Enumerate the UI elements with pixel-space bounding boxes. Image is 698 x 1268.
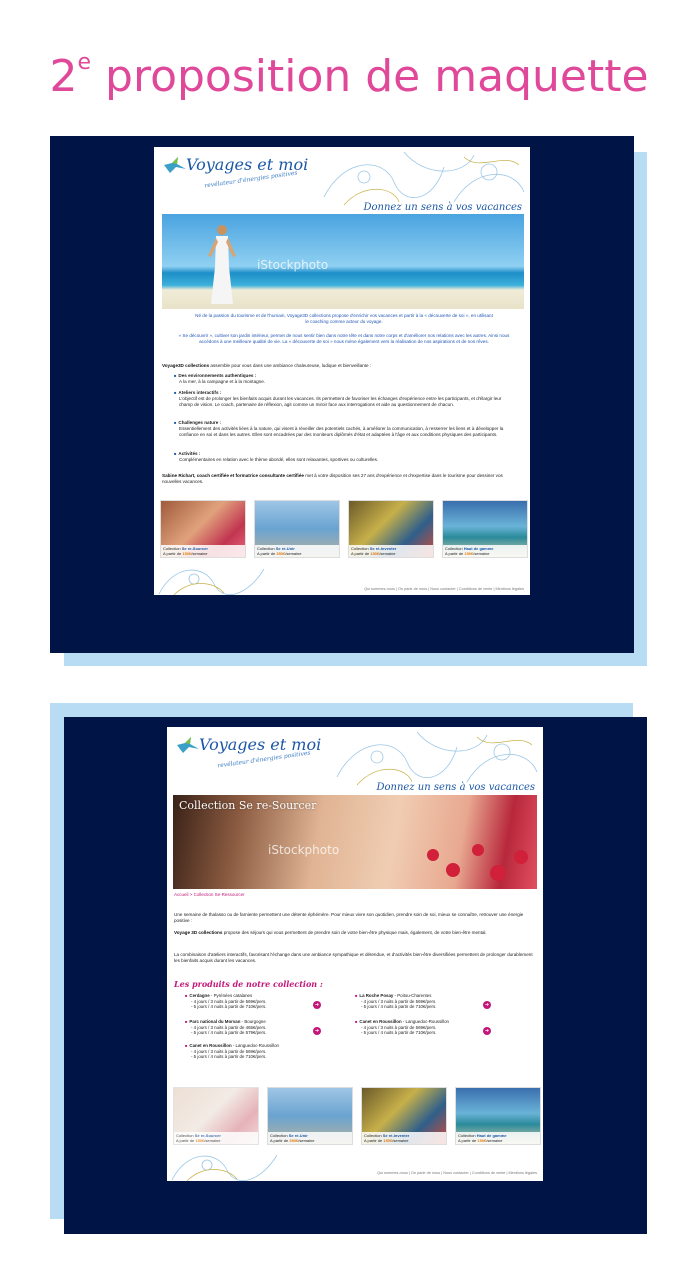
- page-heading: [0, 50, 698, 102]
- thumb-name: Se re-Sourcer: [194, 1133, 221, 1138]
- product-name: ■ Parc national du Morvan: [185, 1019, 240, 1024]
- product-name: ■ Cerdagne: [185, 993, 210, 998]
- thumb-name: Se ré-Unir: [288, 1133, 308, 1138]
- thumb-price-pre: A partir de: [364, 1138, 384, 1143]
- bullet-head: ■ Activités :: [174, 451, 514, 457]
- footer-swirls: [167, 1145, 307, 1181]
- thumb-price-post: /semaine: [392, 1138, 409, 1143]
- product-price-line: - 5 jours / 4 nuits à partir de 710€/pers.: [191, 1054, 267, 1059]
- product-canet-2[interactable]: [185, 1043, 335, 1060]
- breadcrumb[interactable]: Accueil > Collection Se-Ressourcer: [174, 892, 245, 897]
- bullet-body: Essentiellement des activités liées à la nature, qui visent à réveiller des potentiels cachés, à améliorer la communication, à resserrer les liens et à développer la confiance en soi et dans les autres. Elles sont encadrées par des moniteurs diplômés d'état et adaptées à l'âge et aux conditions physiques des participants.: [179, 426, 504, 437]
- mockup2-page: [167, 727, 543, 1181]
- coach-paragraph: [162, 473, 522, 485]
- product-price-line: - 5 jours / 4 nuits à partir de 710€/pers.: [191, 1004, 267, 1009]
- bullet-workshops: [174, 390, 514, 408]
- thumb-caption: [443, 545, 527, 557]
- product-la-roche-posay[interactable]: [355, 993, 505, 1010]
- footer-links[interactable]: Qui sommes-nous | On parle de nous | Nous contacter | Conditions de vente | Mentions légales: [377, 1171, 537, 1175]
- arrow-right-icon[interactable]: ➜: [484, 1028, 490, 1034]
- paragraph-1: Une semaine de thalasso ou de farniente permettent une détente éphémère. Pour mieux vivre son quotidien, prendre soin de soi, mieux se connaître, retrouver une énergie positive :: [174, 912, 524, 923]
- product-name: ■ La Roche Posay: [355, 993, 393, 998]
- thumb-caption: [349, 545, 433, 557]
- thumb-name: Se ré-Inventer: [382, 1133, 410, 1138]
- arrow-right-icon[interactable]: ➜: [314, 1028, 320, 1034]
- thumb-price: 150€: [383, 1138, 393, 1143]
- collection-thumb-haut-de-gamme[interactable]: [442, 500, 528, 558]
- thumb-price-pre: A partir de: [458, 1138, 478, 1143]
- decorative-swirls: [304, 147, 530, 207]
- product-price-line: - 4 jours / 3 nuits à partir de 569€/pers.: [191, 1048, 267, 1054]
- logo-name: Voyages et moi: [186, 155, 309, 174]
- thumb-price-pre: A partir de: [270, 1138, 290, 1143]
- product-region: - Languedoc-Roussillon: [401, 1019, 449, 1024]
- product-price-line: - 4 jours / 3 nuits à partir de 569€/pers.: [361, 998, 437, 1004]
- collection-thumb-reunir[interactable]: [254, 500, 340, 558]
- heading-number: 2: [49, 51, 78, 102]
- product-price-line: - 5 jours / 4 nuits à partir de 710€/pers.: [361, 1004, 437, 1009]
- thumb-pre: Collection: [364, 1133, 383, 1138]
- product-price-line: - 5 jours / 4 nuits à partir de 579€/pers.: [191, 1030, 267, 1035]
- coach-name: Sabine Richart, coach certifiée et formatrice consultante certifiée: [162, 473, 304, 478]
- bullet-head: ■ Challenges nature :: [174, 420, 514, 426]
- logo-name: Voyages et moi: [199, 735, 322, 754]
- slogan: Donnez un sens à vos vacances: [376, 782, 535, 793]
- bullet-body: A la mer, à la campagne et à la montagne.: [179, 379, 266, 384]
- hero-image: [162, 214, 524, 309]
- bullet-activities: [174, 451, 514, 463]
- product-region: - Poitou-Charentes: [393, 993, 432, 998]
- footer-links[interactable]: Qui sommes-nous | On parle de nous | Nous contacter | Conditions de vente | Mentions légales: [364, 587, 524, 591]
- thumb-caption: [161, 545, 245, 557]
- collection-title: Collection Se re-Sourcer: [179, 799, 317, 812]
- logo-tagline: revélateur d'énergies positives: [203, 169, 298, 190]
- product-morvan[interactable]: [185, 1019, 335, 1036]
- slogan: Donnez un sens à vos vacances: [363, 202, 522, 213]
- thumb-price-pre: A partir de: [163, 551, 183, 556]
- product-price-line: - 4 jours / 3 nuits à partir de 465€/pers.: [191, 1024, 267, 1030]
- thumb-price: 350€: [276, 551, 286, 556]
- thumb-name: Haut de gamme: [476, 1133, 507, 1138]
- hummingbird-icon: [164, 157, 186, 173]
- decorative-swirls: [317, 727, 543, 787]
- arrow-right-icon[interactable]: ➜: [314, 1002, 320, 1008]
- thumb-caption: [362, 1132, 446, 1144]
- thumb-price-post: /semaine: [191, 551, 208, 556]
- product-region: - Bourgogne: [240, 1019, 266, 1024]
- thumb-price-post: /semaine: [204, 1138, 221, 1143]
- thumb-pre: Collection: [351, 546, 370, 551]
- thumb-caption: [174, 1132, 258, 1144]
- collection-thumb-reunir[interactable]: [267, 1087, 353, 1145]
- thumb-name: Se ré-Inventer: [369, 546, 397, 551]
- thumb-price-post: /semaine: [473, 551, 490, 556]
- product-name: ■ Canet en Roussillon: [185, 1043, 232, 1048]
- lead-text: assemble pour vous dans une ambiance chaleureuse, ludique et bienveillante :: [209, 363, 372, 368]
- lead-brand: Voyage3D collections: [162, 363, 210, 368]
- thumb-price-pre: A partir de: [445, 551, 465, 556]
- hummingbird-icon: [177, 737, 199, 753]
- thumb-price-pre: A partir de: [176, 1138, 196, 1143]
- product-price-line: - 4 jours / 3 nuits à partir de 569€/pers.: [191, 998, 267, 1004]
- collection-hero-image: [173, 795, 537, 889]
- intro-paragraph-2: « Se découvrir », cultiver son jardin intérieur, permet de nous sentir bien dans notre tête et dans notre corps et d'améliorer nos relations avec les autres. Ainsi nous accédons à une meilleure qualité de vie. La « découverte de soi » nous mène également vers la réalisation de nos aspirations et de nos rêves.: [178, 333, 510, 344]
- thumb-pre: Collection: [270, 1133, 289, 1138]
- footer-swirls: [154, 559, 294, 595]
- bullet-body: L'objectif est de prolonger les bienfaits acquis durant les vacances. Ils permettent de favoriser les échanges d'expérience entre les participants, et d'élargir leur champ de vision. Le coach, partenaire de réflexion, agit comme un miroir face aux interrogations et aide au questionnement de chacun.: [179, 396, 502, 407]
- p2-brand: Voyage 3D collections: [174, 930, 223, 935]
- thumb-name: Haut de gamme: [463, 546, 494, 551]
- woman-silhouette: [207, 222, 237, 306]
- thumb-pre: Collection: [257, 546, 276, 551]
- thumb-price: 150€: [182, 551, 192, 556]
- collection-thumb-reinventer[interactable]: [361, 1087, 447, 1145]
- thumb-price-post: /semaine: [486, 1138, 503, 1143]
- thumb-pre: Collection: [176, 1133, 195, 1138]
- product-price-line: - 5 jours / 4 nuits à partir de 710€/pers.: [361, 1030, 437, 1035]
- paragraph-2: [174, 930, 536, 936]
- product-region: - Pyrénées catalanes: [209, 993, 253, 998]
- thumb-name: Se ré-Unir: [275, 546, 295, 551]
- collection-thumb-ressourcer[interactable]: [160, 500, 246, 558]
- bullet-head: ■ Des environnements authentiques :: [174, 373, 514, 379]
- thumb-pre: Collection: [163, 546, 182, 551]
- thumb-pre: Collection: [445, 546, 464, 551]
- heading-text: proposition de maquette: [105, 51, 649, 102]
- logo-tagline: revélateur d'énergies positives: [216, 749, 311, 770]
- product-region: - Languedoc-Roussillon: [231, 1043, 279, 1048]
- thumb-price-pre: A partir de: [257, 551, 277, 556]
- mockup1-page: [154, 147, 530, 595]
- watermark: iStockphoto: [268, 843, 340, 857]
- thumb-name: Se re-Sourcer: [181, 546, 208, 551]
- lead-paragraph: [162, 363, 522, 369]
- bullet-challenges: [174, 420, 514, 438]
- product-name: ■ Canet en Roussillon: [355, 1019, 402, 1024]
- watermark: iStockphoto: [257, 258, 329, 272]
- thumb-price: 150€: [464, 551, 474, 556]
- product-cerdagne[interactable]: [185, 993, 335, 1010]
- products-title: Les produits de notre collection :: [174, 979, 323, 989]
- bullet-head: ■ Ateliers interactifs :: [174, 390, 514, 396]
- thumb-price: 150€: [370, 551, 380, 556]
- bullet-environments: [174, 373, 514, 385]
- product-canet-1[interactable]: [355, 1019, 505, 1036]
- thumb-price-post: /semaine: [285, 551, 302, 556]
- thumb-price: 150€: [195, 1138, 205, 1143]
- thumb-price-pre: A partir de: [351, 551, 371, 556]
- heading-superscript: e: [77, 50, 92, 75]
- coach-text: met à votre disposition ses 27 ans d'expérience et d'expertise dans le tourisme pour dessiner vos nouvelles vacances.: [162, 473, 503, 484]
- collection-thumb-ressourcer[interactable]: [173, 1087, 259, 1145]
- thumb-price: 150€: [477, 1138, 487, 1143]
- thumb-price-post: /semaine: [298, 1138, 315, 1143]
- petals-decoration: [423, 835, 533, 885]
- bullet-body: Complémentaires en relation avec le thème abordé, elles sont relaxantes, sportives ou culturelles.: [179, 457, 379, 462]
- intro-paragraph-1: Né de la passion du tourisme et de l'humain, Voyage3D collections propose d'enrichir vos vacances et partir à la « découverte de soi », en utilisant le coaching comme acteur du voyage.: [195, 313, 493, 324]
- p2-text: propose des séjours qui vous permettent de prendre soin de votre bien-être physique mais, également, de votre bien-être mental.: [222, 930, 487, 935]
- thumb-pre: Collection: [458, 1133, 477, 1138]
- collection-thumb-reinventer[interactable]: [348, 500, 434, 558]
- thumb-price: 350€: [289, 1138, 299, 1143]
- paragraph-3: La combinaison d'ateliers interactifs, favorisant l'échange dans une ambiance sympathique et détendue, et d'activités bien-être diversifiées permettent de prolonger durablement les bienfaits acquis durant les vacances.: [174, 952, 533, 963]
- product-price-line: - 4 jours / 3 nuits à partir de 569€/pers.: [361, 1024, 437, 1030]
- thumb-caption: [255, 545, 339, 557]
- thumb-caption: [456, 1132, 540, 1144]
- thumb-caption: [268, 1132, 352, 1144]
- arrow-right-icon[interactable]: ➜: [484, 1002, 490, 1008]
- collection-thumb-haut-de-gamme[interactable]: [455, 1087, 541, 1145]
- thumb-price-post: /semaine: [379, 551, 396, 556]
